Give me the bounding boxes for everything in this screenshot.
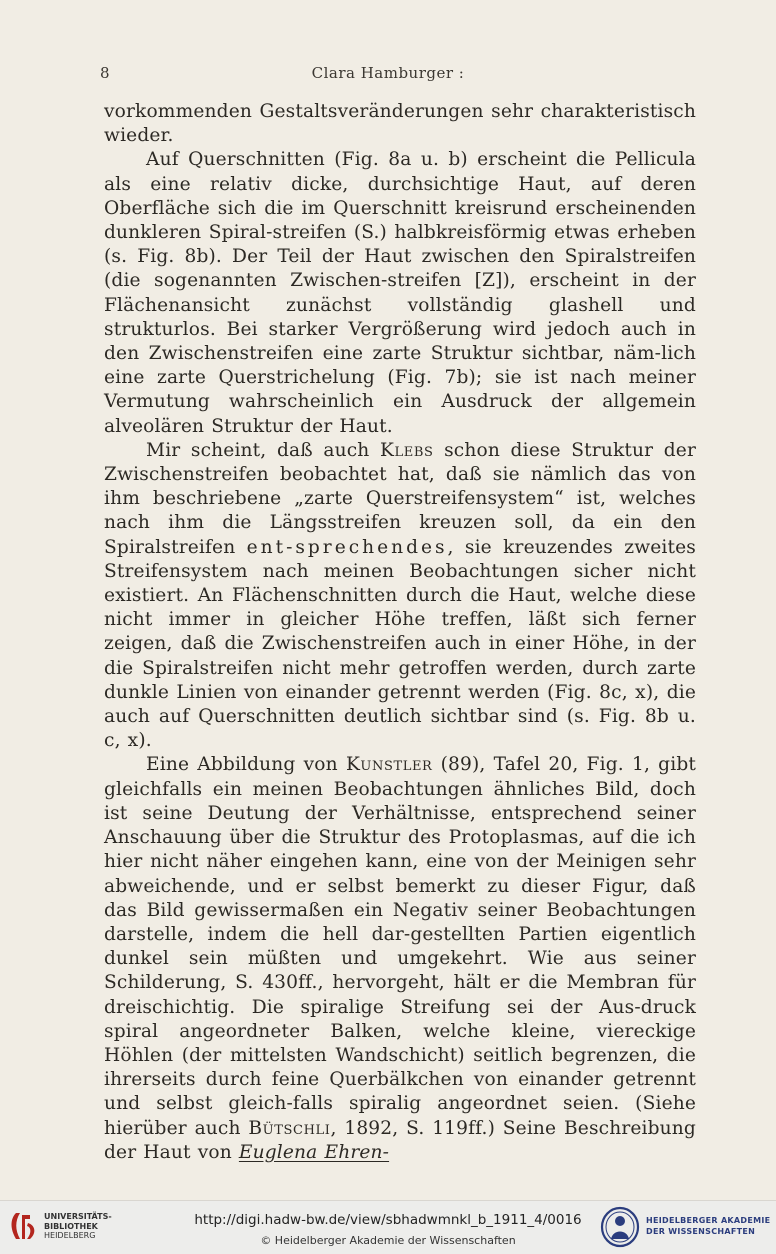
permalink-url[interactable]: http://digi.hadw-bw.de/view/sbhadwmnkl_b_1911_4/0016 [194, 1212, 582, 1228]
paragraph-4-text-c: , 1892, S. 119ff.) Seine Beschreibung der Haut von [104, 1117, 696, 1163]
library-name-line-1: UNIVERSITÄTS- [44, 1212, 112, 1221]
academy-name-line-2: DER WISSENSCHAFTEN [646, 1226, 756, 1236]
author-name-kunstler: Kunstler [345, 754, 433, 776]
paragraph-2: Auf Querschnitten (Fig. 8a u. b) erscheint die Pellicula als eine relativ dicke, durchsichtige Haut, auf deren Oberfläche sich die im Querschnitt kreisrund erscheinenden dunkleren Spiral-streifen (S.) halbkreisförmig etwas erheben (s. Fig. 8b). Der Teil der Haut zwischen den Spiralstreifen (die sogenannten Zwischen-streifen [Z]), erscheint in der Flächenansicht zunächst vollständig glashell und strukturlos. Bei starker Vergrößerung wird jedoch auch in den Zwischenstreifen eine zarte Struktur sichtbar, näm-lich eine zarte Querstrichelung (Fig. 7b); sie ist nach meiner Vermutung wahrscheinlich ein Ausdruck der allgemein alveolären Struktur der Haut. [104, 149, 696, 437]
emphasized-word: ent-sprechendes [246, 536, 448, 558]
body-text [104, 100, 696, 1165]
page-number: 8 [100, 64, 110, 82]
library-name-line-3: HEIDELBERG [44, 1231, 96, 1240]
paragraph-4-text-a: Eine Abbildung von [146, 754, 346, 776]
viewer-footer [0, 1200, 776, 1254]
author-name-klebs: Klebs [380, 439, 434, 461]
academy-name-line-1: HEIDELBERGER AKADEMIE [646, 1216, 771, 1225]
paragraph-4 [104, 753, 696, 1164]
running-head: Clara Hamburger : [311, 64, 465, 82]
paragraph-1: vorkommenden Gestaltsveränderungen sehr charakteristisch wieder. [104, 101, 696, 147]
paragraph-3-text-b: schon diese Struktur der Zwischenstreifen beobachtet hat, daß sie nämlich das von ihm beschriebene „zarte Querstreifensystem“ ist, welches nach ihm die Längsstreifen kreuzen soll, da ein den Spiralstreifen [104, 439, 696, 558]
library-name-line-2: BIBLIOTHEK [44, 1221, 98, 1231]
author-name-butschli: Bütschli [248, 1117, 331, 1139]
paragraph-3-text-a: Mir scheint, daß auch [146, 439, 381, 461]
paragraph-3 [104, 439, 696, 754]
paragraph-4-text-b: (89), Tafel 20, Fig. 1, gibt gleichfalls ein meinen Beobachtungen ähnliches Bild, doch ist seine Deutung der Verhältnisse, entsprechend seiner Anschauung über die Struktur des Protoplasmas, auf die ich hier nicht näher eingehen kann, eine von der Meinigen sehr abweichende, und er selbst bemerkt zu dieser Figur, daß das Bild gewissermaßen ein Negativ seiner Beobachtungen darstelle, indem die hell dar-gestellten Partien eigentlich dunkel sein müßten und umgekehrt. Wie aus seiner Schilderung, S. 430ff., hervorgeht, hält er die Membran für dreischichtig. Die spiralige Streifung sei der Aus-druck spiral angeordneter Balken, welche kleine, viereckige Höhlen (der mittelsten Wandschicht) seitlich begrenzen, die ihrerseits durch feine Querbälkchen von einander getrennt und selbst gleich-falls spiralig angeordnet seien. (Siehe hierüber auch [104, 754, 696, 1139]
species-name-euglena: Euglena Ehren- [238, 1141, 390, 1163]
academy-seal-icon [600, 1206, 640, 1248]
paragraph-3-text-c: , sie kreuzendes zweites Streifensystem nach meinen Beobachtungen sicher nicht existiert. An Flächenschnitten durch die Haut, welche diese nicht immer in gleicher Höhe treffen, läßt sich ferner zeigen, daß die Zwischenstreifen auch in einer Höhe, in der die Spiralstreifen nicht mehr getroffen werden, durch zarte dunkle Linien von einander getrennt werden (Fig. 8c, x), die auch auf Querschnitten deutlich sichtbar sind (s. Fig. 8b u. c, x). [104, 536, 696, 752]
copyright-notice: © Heidelberger Akademie der Wissenschaften [260, 1234, 516, 1247]
academy-name [646, 1216, 770, 1237]
